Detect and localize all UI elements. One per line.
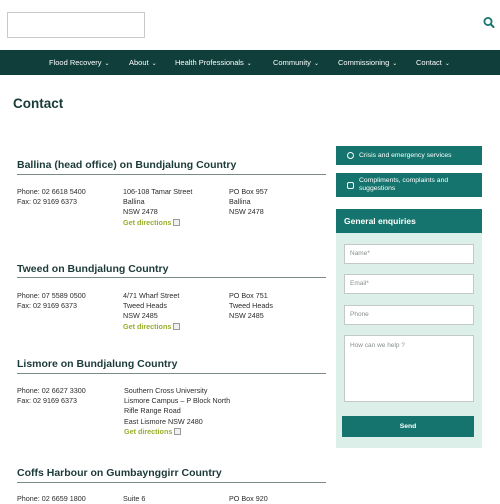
postal-address [229, 291, 273, 322]
divider [17, 174, 326, 175]
office-title: Tweed on Bundjalung Country [17, 263, 169, 275]
office-contact [17, 187, 86, 207]
office-title: Coffs Harbour on Gumbaynggirr Country [17, 467, 222, 479]
nav-item-flood-recovery[interactable] [49, 50, 110, 75]
divider [17, 277, 326, 278]
directions-image-icon [173, 219, 180, 226]
postal-address [229, 494, 268, 504]
chevron-down-icon: ⌄ [313, 61, 319, 67]
address-line: PO Box 957 [229, 187, 268, 196]
nav-item-label: About [129, 58, 149, 67]
directions-image-icon [173, 323, 180, 330]
address-line: Tweed Heads [229, 301, 273, 311]
address-line: NSW 2485 [229, 311, 264, 321]
street-address [123, 187, 192, 228]
divider [17, 373, 326, 374]
fax-number: Fax: 02 9169 6373 [17, 197, 77, 207]
address-line: PO Box 751 [229, 291, 268, 300]
office-contact [17, 291, 86, 311]
nav-item-commissioning[interactable] [338, 50, 397, 75]
phone-field[interactable]: Phone [344, 305, 474, 325]
address-line: Rifle Range Road [124, 406, 181, 416]
directions-label: Get directions [123, 321, 172, 331]
office-title: Ballina (head office) on Bundjalung Country [17, 159, 237, 171]
message-field[interactable]: How can we help ? [344, 335, 474, 402]
address-line: Lismore Campus – P Block North [124, 396, 231, 406]
get-directions-link[interactable] [123, 322, 180, 332]
send-button[interactable]: Send [342, 416, 474, 437]
crisis-services-button[interactable] [336, 146, 482, 165]
nav-item-label: Flood Recovery [49, 58, 102, 67]
office-contact [17, 386, 86, 406]
phone-number: Phone: 07 5589 0500 [17, 291, 86, 300]
chevron-down-icon: ⌄ [246, 61, 252, 67]
street-address [123, 494, 145, 504]
office-contact [17, 494, 86, 504]
chevron-down-icon: ⌄ [392, 61, 398, 67]
search-icon[interactable] [482, 15, 496, 31]
street-address [124, 386, 230, 437]
feedback-label: Compliments, complaints and suggestions [359, 177, 449, 192]
address-line: Ballina [229, 197, 251, 207]
address-line: Suite 6 [123, 494, 146, 503]
divider [17, 482, 326, 483]
main-nav [0, 50, 500, 75]
address-line: NSW 2478 [229, 207, 264, 217]
address-line: 4/71 Wharf Street [123, 291, 180, 300]
address-line: Ballina [123, 197, 145, 207]
fax-number: Fax: 02 9169 6373 [17, 396, 77, 406]
name-field[interactable]: Name* [344, 244, 474, 264]
speech-bubble-icon [347, 182, 354, 189]
crisis-label: Crisis and emergency services [359, 152, 452, 159]
nav-item-label: Community [273, 58, 311, 67]
page-title: Contact [13, 96, 64, 111]
phone-number: Phone: 02 6627 3300 [17, 386, 86, 395]
postal-address [229, 187, 268, 218]
get-directions-link[interactable] [123, 218, 192, 228]
site-logo[interactable] [7, 12, 145, 38]
address-line: 106-108 Tamar Street [123, 187, 193, 196]
office-title: Lismore on Bundjalung Country [17, 358, 178, 370]
address-line: NSW 2478 [123, 207, 158, 217]
directions-label: Get directions [124, 426, 173, 436]
address-line: NSW 2485 [123, 311, 158, 321]
globe-icon [347, 152, 354, 159]
email-field[interactable]: Email* [344, 274, 474, 294]
phone-number: Phone: 02 6618 5400 [17, 187, 86, 196]
fax-number: Fax: 02 9169 6373 [17, 301, 77, 311]
nav-item-health-professionals[interactable] [175, 50, 252, 75]
address-line: Tweed Heads [123, 301, 167, 311]
directions-label: Get directions [123, 217, 172, 227]
street-address [123, 291, 180, 332]
chevron-down-icon: ⌄ [104, 61, 110, 67]
nav-item-contact[interactable] [416, 50, 450, 75]
get-directions-link[interactable] [124, 427, 230, 437]
chevron-down-icon: ⌄ [444, 61, 450, 67]
phone-number: Phone: 02 6659 1800 [17, 494, 86, 503]
nav-item-community[interactable] [273, 50, 319, 75]
nav-item-label: Commissioning [338, 58, 390, 67]
enquiries-heading: General enquiries [336, 209, 482, 233]
address-line: Southern Cross University [124, 386, 208, 395]
chevron-down-icon: ⌄ [151, 61, 157, 67]
address-line: East Lismore NSW 2480 [124, 416, 203, 426]
address-line: PO Box 920 [229, 494, 268, 503]
nav-item-label: Health Professionals [175, 58, 244, 67]
site-header [0, 0, 500, 50]
feedback-button[interactable] [336, 173, 482, 197]
directions-image-icon [174, 428, 181, 435]
nav-item-label: Contact [416, 58, 442, 67]
nav-item-about[interactable] [129, 50, 157, 75]
